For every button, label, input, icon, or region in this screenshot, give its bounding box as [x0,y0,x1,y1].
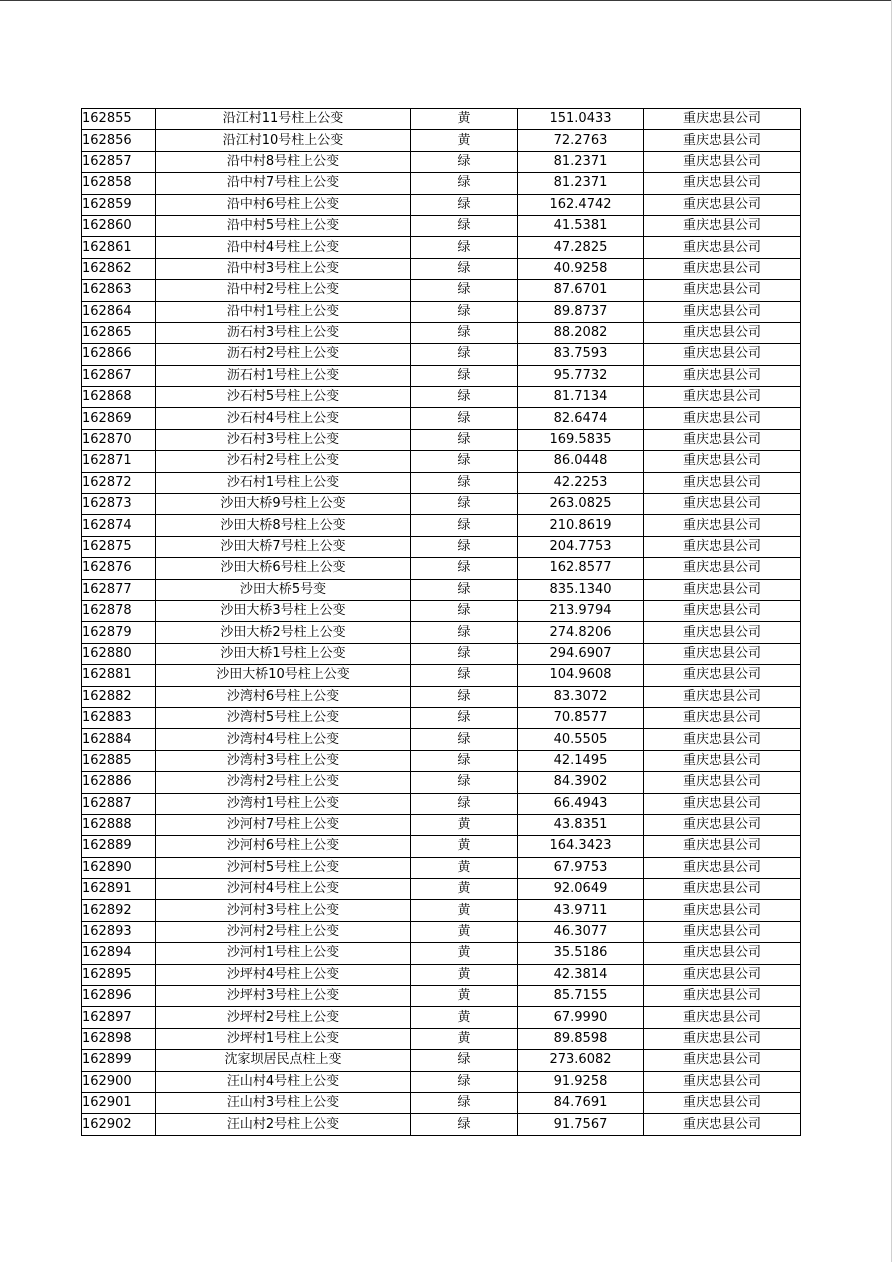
value-cell: 835.1340 [518,579,644,600]
company-cell: 重庆忠县公司 [644,451,801,472]
value-cell: 67.9990 [518,1007,644,1028]
transformer-name-cell: 沿中村6号柱上公变 [156,194,411,215]
company-cell: 重庆忠县公司 [644,558,801,579]
status-level-cell: 黄 [411,921,518,942]
row-id-cell: 162900 [82,1071,156,1092]
company-cell: 重庆忠县公司 [644,1092,801,1113]
status-level-cell: 绿 [411,622,518,643]
row-id-cell: 162856 [82,130,156,151]
value-cell: 43.9711 [518,900,644,921]
status-level-cell: 绿 [411,301,518,322]
status-level-cell: 绿 [411,322,518,343]
transformer-name-cell: 沿中村3号柱上公变 [156,258,411,279]
status-level-cell: 绿 [411,1071,518,1092]
table-row [82,322,801,343]
status-level-cell: 绿 [411,729,518,750]
row-id-cell: 162881 [82,665,156,686]
transformer-name-cell: 沙石村1号柱上公变 [156,472,411,493]
table-row [82,301,801,322]
company-cell: 重庆忠县公司 [644,429,801,450]
value-cell: 88.2082 [518,322,644,343]
row-id-cell: 162876 [82,558,156,579]
status-level-cell: 绿 [411,772,518,793]
row-id-cell: 162891 [82,879,156,900]
row-id-cell: 162864 [82,301,156,322]
company-cell: 重庆忠县公司 [644,793,801,814]
row-id-cell: 162868 [82,387,156,408]
status-level-cell: 绿 [411,451,518,472]
status-level-cell: 绿 [411,258,518,279]
value-cell: 82.6474 [518,408,644,429]
table-row [82,1028,801,1049]
value-cell: 151.0433 [518,109,644,130]
status-level-cell: 绿 [411,643,518,664]
table-row [82,857,801,878]
status-level-cell: 绿 [411,707,518,728]
table-row [82,900,801,921]
transformer-name-cell: 沿中村4号柱上公变 [156,237,411,258]
transformer-name-cell: 沿江村11号柱上公变 [156,109,411,130]
value-cell: 89.8737 [518,301,644,322]
company-cell: 重庆忠县公司 [644,964,801,985]
value-cell: 81.2371 [518,173,644,194]
row-id-cell: 162859 [82,194,156,215]
transformer-name-cell: 沈家坝居民点柱上变 [156,1050,411,1071]
transformer-name-cell: 沿中村8号柱上公变 [156,151,411,172]
value-cell: 83.7593 [518,344,644,365]
transformer-name-cell: 沙田大桥5号变 [156,579,411,600]
transformer-name-cell: 沙坪村4号柱上公变 [156,964,411,985]
row-id-cell: 162865 [82,322,156,343]
value-cell: 40.9258 [518,258,644,279]
value-cell: 43.8351 [518,814,644,835]
value-cell: 89.8598 [518,1028,644,1049]
company-cell: 重庆忠县公司 [644,237,801,258]
table-row [82,1071,801,1092]
value-cell: 66.4943 [518,793,644,814]
transformer-name-cell: 沙田大桥2号柱上公变 [156,622,411,643]
company-cell: 重庆忠县公司 [644,494,801,515]
value-cell: 87.6701 [518,280,644,301]
row-id-cell: 162877 [82,579,156,600]
company-cell: 重庆忠县公司 [644,1050,801,1071]
company-cell: 重庆忠县公司 [644,322,801,343]
company-cell: 重庆忠县公司 [644,387,801,408]
value-cell: 84.7691 [518,1092,644,1113]
transformer-name-cell: 沙河村7号柱上公变 [156,814,411,835]
value-cell: 83.3072 [518,686,644,707]
value-cell: 85.7155 [518,986,644,1007]
company-cell: 重庆忠县公司 [644,109,801,130]
company-cell: 重庆忠县公司 [644,750,801,771]
row-id-cell: 162878 [82,600,156,621]
transformer-name-cell: 沥石村2号柱上公变 [156,344,411,365]
value-cell: 70.8577 [518,707,644,728]
status-level-cell: 绿 [411,1092,518,1113]
table-row [82,793,801,814]
row-id-cell: 162897 [82,1007,156,1028]
row-id-cell: 162866 [82,344,156,365]
transformer-name-cell: 沙湾村4号柱上公变 [156,729,411,750]
row-id-cell: 162867 [82,365,156,386]
table-row [82,408,801,429]
company-cell: 重庆忠县公司 [644,921,801,942]
row-id-cell: 162883 [82,707,156,728]
row-id-cell: 162879 [82,622,156,643]
status-level-cell: 绿 [411,173,518,194]
row-id-cell: 162880 [82,643,156,664]
row-id-cell: 162894 [82,943,156,964]
transformer-name-cell: 沿中村7号柱上公变 [156,173,411,194]
transformer-name-cell: 沙田大桥10号柱上公变 [156,665,411,686]
company-cell: 重庆忠县公司 [644,900,801,921]
status-level-cell: 黄 [411,900,518,921]
value-cell: 47.2825 [518,237,644,258]
table-row [82,515,801,536]
status-level-cell: 绿 [411,387,518,408]
company-cell: 重庆忠县公司 [644,365,801,386]
table-row [82,494,801,515]
transformer-name-cell: 沙田大桥9号柱上公变 [156,494,411,515]
value-cell: 210.8619 [518,515,644,536]
company-cell: 重庆忠县公司 [644,1007,801,1028]
transformer-name-cell: 沿中村2号柱上公变 [156,280,411,301]
company-cell: 重庆忠县公司 [644,943,801,964]
table-row [82,836,801,857]
value-cell: 46.3077 [518,921,644,942]
transformer-name-cell: 沙湾村5号柱上公变 [156,707,411,728]
value-cell: 95.7732 [518,365,644,386]
transformer-name-cell: 沿江村10号柱上公变 [156,130,411,151]
status-level-cell: 黄 [411,814,518,835]
transformer-name-cell: 沙田大桥8号柱上公变 [156,515,411,536]
value-cell: 91.9258 [518,1071,644,1092]
value-cell: 84.3902 [518,772,644,793]
value-cell: 104.9608 [518,665,644,686]
table-row [82,643,801,664]
table-row [82,707,801,728]
row-id-cell: 162857 [82,151,156,172]
row-id-cell: 162863 [82,280,156,301]
company-cell: 重庆忠县公司 [644,814,801,835]
row-id-cell: 162887 [82,793,156,814]
transformer-name-cell: 沿中村1号柱上公变 [156,301,411,322]
status-level-cell: 绿 [411,1114,518,1135]
table-row [82,429,801,450]
status-level-cell: 绿 [411,280,518,301]
transformer-name-cell: 沙石村5号柱上公变 [156,387,411,408]
row-id-cell: 162858 [82,173,156,194]
status-level-cell: 黄 [411,879,518,900]
status-level-cell: 黄 [411,836,518,857]
transformer-name-cell: 沙湾村6号柱上公变 [156,686,411,707]
status-level-cell: 黄 [411,109,518,130]
status-level-cell: 绿 [411,365,518,386]
row-id-cell: 162875 [82,536,156,557]
row-id-cell: 162889 [82,836,156,857]
row-id-cell: 162872 [82,472,156,493]
table-row [82,451,801,472]
transformer-name-cell: 沙石村3号柱上公变 [156,429,411,450]
transformer-name-cell: 沙湾村3号柱上公变 [156,750,411,771]
transformer-name-cell: 沙坪村2号柱上公变 [156,1007,411,1028]
status-level-cell: 黄 [411,1007,518,1028]
company-cell: 重庆忠县公司 [644,579,801,600]
status-level-cell: 黄 [411,1028,518,1049]
value-cell: 81.7134 [518,387,644,408]
table-row [82,130,801,151]
row-id-cell: 162862 [82,258,156,279]
value-cell: 263.0825 [518,494,644,515]
table-row [82,1092,801,1113]
table-row [82,536,801,557]
status-level-cell: 绿 [411,558,518,579]
status-level-cell: 绿 [411,536,518,557]
transformer-name-cell: 沙河村6号柱上公变 [156,836,411,857]
company-cell: 重庆忠县公司 [644,729,801,750]
transformer-name-cell: 汪山村3号柱上公变 [156,1092,411,1113]
value-cell: 273.6082 [518,1050,644,1071]
transformer-name-cell: 沙河村4号柱上公变 [156,879,411,900]
table-row [82,1114,801,1135]
transformer-name-cell: 沙石村4号柱上公变 [156,408,411,429]
value-cell: 72.2763 [518,130,644,151]
company-cell: 重庆忠县公司 [644,836,801,857]
company-cell: 重庆忠县公司 [644,665,801,686]
row-id-cell: 162870 [82,429,156,450]
row-id-cell: 162899 [82,1050,156,1071]
table-row [82,622,801,643]
status-level-cell: 绿 [411,750,518,771]
value-cell: 81.2371 [518,151,644,172]
table-row [82,986,801,1007]
status-level-cell: 绿 [411,579,518,600]
value-cell: 204.7753 [518,536,644,557]
row-id-cell: 162888 [82,814,156,835]
company-cell: 重庆忠县公司 [644,857,801,878]
status-level-cell: 黄 [411,986,518,1007]
table-body [82,109,801,1136]
value-cell: 162.8577 [518,558,644,579]
status-level-cell: 黄 [411,130,518,151]
page-top-border [0,0,892,1]
transformer-name-cell: 沙田大桥7号柱上公变 [156,536,411,557]
company-cell: 重庆忠县公司 [644,772,801,793]
value-cell: 41.5381 [518,215,644,236]
transformer-name-cell: 沙河村2号柱上公变 [156,921,411,942]
value-cell: 164.3423 [518,836,644,857]
value-cell: 40.5505 [518,729,644,750]
row-id-cell: 162855 [82,109,156,130]
table-row [82,258,801,279]
table-row [82,109,801,130]
company-cell: 重庆忠县公司 [644,1071,801,1092]
table-row [82,579,801,600]
company-cell: 重庆忠县公司 [644,408,801,429]
row-id-cell: 162886 [82,772,156,793]
row-id-cell: 162892 [82,900,156,921]
transformer-name-cell: 沙石村2号柱上公变 [156,451,411,472]
row-id-cell: 162885 [82,750,156,771]
transformer-name-cell: 沙田大桥3号柱上公变 [156,600,411,621]
company-cell: 重庆忠县公司 [644,879,801,900]
status-level-cell: 绿 [411,215,518,236]
row-id-cell: 162890 [82,857,156,878]
transformer-name-cell: 沥石村3号柱上公变 [156,322,411,343]
row-id-cell: 162882 [82,686,156,707]
status-level-cell: 绿 [411,344,518,365]
status-level-cell: 绿 [411,515,518,536]
value-cell: 169.5835 [518,429,644,450]
table-row [82,387,801,408]
transformer-table [81,108,801,1136]
company-cell: 重庆忠县公司 [644,707,801,728]
table-row [82,173,801,194]
status-level-cell: 绿 [411,600,518,621]
table-row [82,558,801,579]
value-cell: 162.4742 [518,194,644,215]
company-cell: 重庆忠县公司 [644,173,801,194]
transformer-name-cell: 沙湾村2号柱上公变 [156,772,411,793]
company-cell: 重庆忠县公司 [644,600,801,621]
status-level-cell: 绿 [411,494,518,515]
table-row [82,600,801,621]
transformer-name-cell: 沙湾村1号柱上公变 [156,793,411,814]
value-cell: 92.0649 [518,879,644,900]
table-row [82,151,801,172]
company-cell: 重庆忠县公司 [644,151,801,172]
company-cell: 重庆忠县公司 [644,686,801,707]
row-id-cell: 162898 [82,1028,156,1049]
company-cell: 重庆忠县公司 [644,194,801,215]
value-cell: 274.8206 [518,622,644,643]
status-level-cell: 绿 [411,686,518,707]
table-row [82,237,801,258]
row-id-cell: 162871 [82,451,156,472]
status-level-cell: 绿 [411,665,518,686]
company-cell: 重庆忠县公司 [644,215,801,236]
transformer-name-cell: 沿中村5号柱上公变 [156,215,411,236]
value-cell: 67.9753 [518,857,644,878]
transformer-name-cell: 沙田大桥6号柱上公变 [156,558,411,579]
value-cell: 42.3814 [518,964,644,985]
table-row [82,194,801,215]
row-id-cell: 162902 [82,1114,156,1135]
company-cell: 重庆忠县公司 [644,280,801,301]
value-cell: 91.7567 [518,1114,644,1135]
table-row [82,665,801,686]
transformer-name-cell: 沙坪村3号柱上公变 [156,986,411,1007]
transformer-name-cell: 沙河村5号柱上公变 [156,857,411,878]
table-row [82,686,801,707]
company-cell: 重庆忠县公司 [644,515,801,536]
table-row [82,729,801,750]
status-level-cell: 绿 [411,1050,518,1071]
table-row [82,280,801,301]
status-level-cell: 绿 [411,194,518,215]
status-level-cell: 黄 [411,964,518,985]
company-cell: 重庆忠县公司 [644,258,801,279]
company-cell: 重庆忠县公司 [644,301,801,322]
transformer-name-cell: 沙坪村1号柱上公变 [156,1028,411,1049]
transformer-name-cell: 沙河村3号柱上公变 [156,900,411,921]
transformer-name-cell: 汪山村4号柱上公变 [156,1071,411,1092]
table-row [82,344,801,365]
status-level-cell: 绿 [411,472,518,493]
company-cell: 重庆忠县公司 [644,622,801,643]
status-level-cell: 绿 [411,793,518,814]
company-cell: 重庆忠县公司 [644,344,801,365]
company-cell: 重庆忠县公司 [644,986,801,1007]
status-level-cell: 绿 [411,237,518,258]
table-row [82,964,801,985]
transformer-name-cell: 沙田大桥1号柱上公变 [156,643,411,664]
table-row [82,750,801,771]
value-cell: 294.6907 [518,643,644,664]
status-level-cell: 绿 [411,408,518,429]
table-row [82,814,801,835]
table-row [82,879,801,900]
row-id-cell: 162869 [82,408,156,429]
company-cell: 重庆忠县公司 [644,472,801,493]
company-cell: 重庆忠县公司 [644,130,801,151]
value-cell: 42.1495 [518,750,644,771]
company-cell: 重庆忠县公司 [644,1114,801,1135]
row-id-cell: 162896 [82,986,156,1007]
table-row [82,921,801,942]
value-cell: 213.9794 [518,600,644,621]
company-cell: 重庆忠县公司 [644,1028,801,1049]
row-id-cell: 162893 [82,921,156,942]
row-id-cell: 162895 [82,964,156,985]
row-id-cell: 162860 [82,215,156,236]
value-cell: 86.0448 [518,451,644,472]
status-level-cell: 绿 [411,151,518,172]
table-row [82,1007,801,1028]
table-row [82,472,801,493]
transformer-name-cell: 汪山村2号柱上公变 [156,1114,411,1135]
row-id-cell: 162884 [82,729,156,750]
status-level-cell: 黄 [411,943,518,964]
table-row [82,943,801,964]
table-row [82,365,801,386]
transformer-name-cell: 沥石村1号柱上公变 [156,365,411,386]
row-id-cell: 162861 [82,237,156,258]
table-row [82,215,801,236]
company-cell: 重庆忠县公司 [644,643,801,664]
row-id-cell: 162874 [82,515,156,536]
status-level-cell: 绿 [411,429,518,450]
company-cell: 重庆忠县公司 [644,536,801,557]
table-row [82,772,801,793]
value-cell: 35.5186 [518,943,644,964]
transformer-name-cell: 沙河村1号柱上公变 [156,943,411,964]
row-id-cell: 162901 [82,1092,156,1113]
status-level-cell: 黄 [411,857,518,878]
row-id-cell: 162873 [82,494,156,515]
value-cell: 42.2253 [518,472,644,493]
table-row [82,1050,801,1071]
